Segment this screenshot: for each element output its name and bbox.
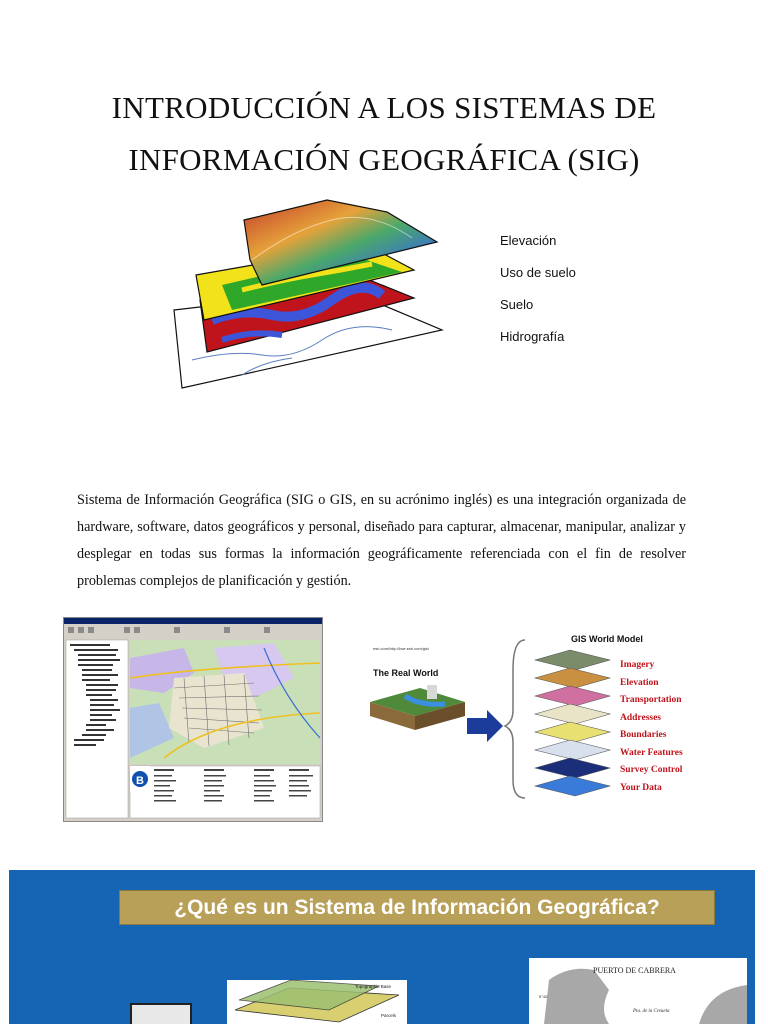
slide-illustrations <box>9 870 755 1024</box>
definition-paragraph: Sistema de Información Geográfica (SIG o GIS, en su acrónimo inglés) es una integración organizada de hardware, software, datos geográficos y personal, diseñado para capturar, almacenar, manipular, analizar y desplegar en todas sus formas la información geográficamente referenciada con el fin de resolver problemas complejos de planificación y gestión. <box>77 492 686 589</box>
gis-model-title: GIS World Model <box>571 634 643 644</box>
presentation-slide-banner <box>9 870 755 1024</box>
layer-label-elevation: Elevación <box>500 233 557 248</box>
gis-model-layer-label: Elevation <box>620 677 659 688</box>
layer-label-hydrography: Hidrografía <box>500 329 565 344</box>
gis-model-url: esri.com/http://bwr.esri.com/gis/ <box>373 646 430 651</box>
gis-world-model-figure <box>365 630 705 805</box>
stacked-layers-illustration <box>152 190 492 400</box>
gis-model-layer-label: Boundaries <box>620 730 667 740</box>
gis-model-layer-label: Water Features <box>620 747 683 758</box>
real-world-label: The Real World <box>373 668 439 678</box>
map-sublabel: Pta. de la Creueta <box>633 1009 670 1014</box>
slide-title: ¿Qué es un Sistema de Información Geográfica? <box>119 890 715 925</box>
title-line-2: INFORMACIÓN GEOGRÁFICA (SIG) <box>128 142 640 177</box>
svg-text:B: B <box>136 775 144 787</box>
svg-text:5°40': 5°40' <box>539 994 549 999</box>
gis-model-layer-label: Transportation <box>620 695 682 705</box>
layer-label-soil: Suelo <box>500 297 534 312</box>
gis-software-screenshot <box>63 617 323 822</box>
gis-model-layer-label: Imagery <box>620 660 655 670</box>
title-line-1: INTRODUCCIÓN A LOS SISTEMAS DE <box>111 90 657 125</box>
arcmap-window-illustration <box>64 618 322 821</box>
gis-layers-figure <box>152 190 622 400</box>
diagram-label-topographic: Topographic Base <box>355 984 392 989</box>
gis-model-layer-label: Survey Control <box>620 765 683 775</box>
gis-model-layer-label: Addresses <box>620 712 661 723</box>
document-title <box>0 82 768 186</box>
layer-label-land-use: Uso de suelo <box>500 265 576 280</box>
diagram-label-parcels: Parcels <box>381 1013 397 1018</box>
map-label: PUERTO DE CABRERA <box>593 966 676 975</box>
gis-model-layer-label: Your Data <box>620 782 662 793</box>
